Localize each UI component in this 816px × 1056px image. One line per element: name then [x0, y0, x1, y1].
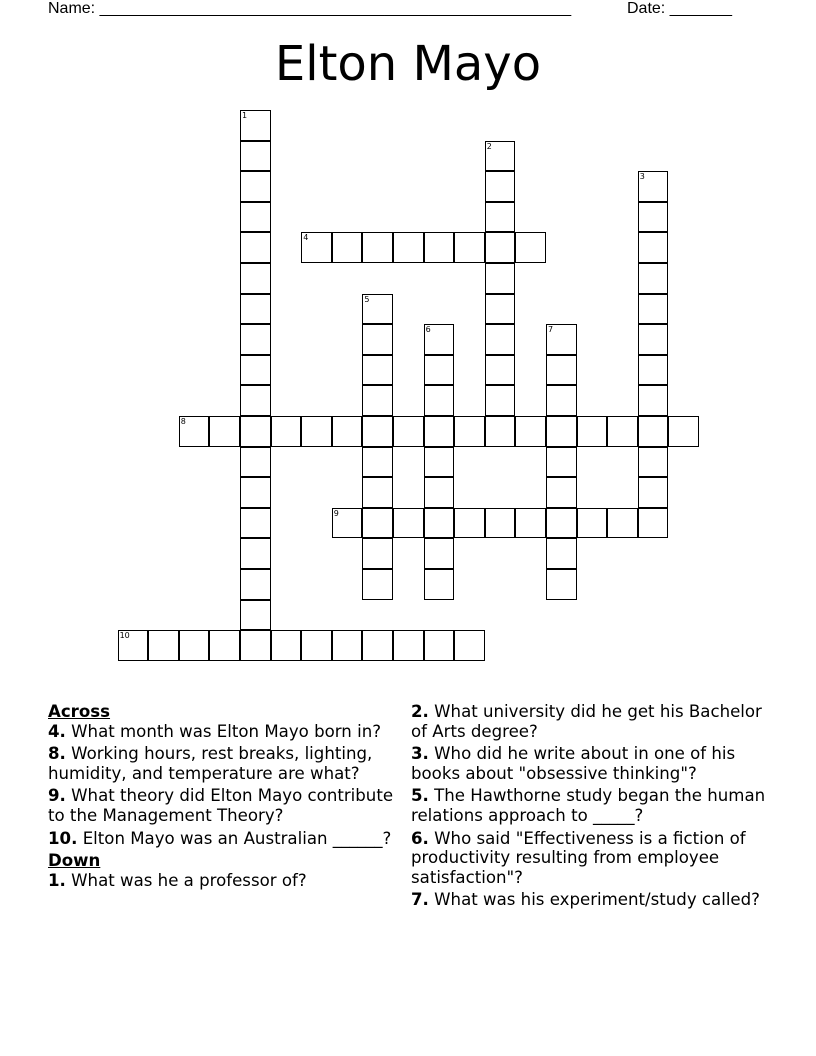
grid-cell[interactable]	[332, 232, 363, 263]
grid-cell[interactable]	[362, 355, 393, 386]
grid-cell[interactable]	[240, 508, 271, 539]
clue-item	[411, 702, 781, 741]
grid-cell[interactable]	[577, 508, 608, 539]
grid-cell[interactable]	[240, 171, 271, 202]
clue-item-text: Working hours, rest breaks, lighting, humidity, and temperature are what?	[48, 744, 373, 783]
grid-cell[interactable]	[148, 630, 179, 661]
across-heading: Across	[48, 702, 111, 721]
clue-item	[48, 871, 410, 891]
down-clue-list	[48, 871, 410, 891]
clues-right-column	[411, 702, 781, 913]
grid-cell[interactable]	[638, 447, 669, 478]
clue-item-text: Who said "Effectiveness is a fiction of productivity resulting from employee satisfaction"?	[411, 828, 746, 887]
grid-cell[interactable]	[454, 508, 485, 539]
grid-cell[interactable]	[454, 630, 485, 661]
grid-cell[interactable]	[668, 416, 699, 447]
clue-number: 4	[303, 233, 309, 243]
clue-item-text: What was his experiment/study called?	[434, 890, 760, 910]
clue-number: 10	[119, 631, 130, 641]
clue-number: 6	[425, 325, 431, 335]
down-heading: Down	[48, 851, 101, 871]
clue-number: 1	[242, 111, 248, 120]
clue-item-number: 4.	[48, 721, 66, 741]
clue-item-text: What month was Elton Mayo born in?	[71, 721, 382, 741]
grid-cell[interactable]	[546, 447, 577, 478]
down-clue-list-continued	[411, 702, 781, 910]
grid-cell[interactable]	[546, 324, 577, 355]
clue-item	[411, 829, 781, 888]
grid-cell[interactable]	[485, 141, 516, 172]
grid-cell[interactable]	[485, 416, 516, 447]
grid-cell[interactable]	[424, 324, 455, 355]
grid-cell[interactable]	[485, 385, 516, 416]
grid-cell[interactable]	[240, 416, 271, 447]
grid-cell[interactable]	[638, 477, 669, 508]
grid-cell[interactable]	[424, 508, 455, 539]
clue-number: 7	[548, 325, 554, 335]
clue-item	[411, 786, 781, 825]
grid-cell[interactable]	[393, 416, 424, 447]
grid-cell[interactable]	[454, 416, 485, 447]
clue-item-number: 7.	[411, 890, 429, 910]
clue-item-number: 8.	[48, 744, 66, 764]
grid-cell[interactable]	[424, 477, 455, 508]
grid-cell[interactable]	[179, 630, 210, 661]
across-clue-list	[48, 722, 410, 849]
grid-cell[interactable]	[638, 508, 669, 539]
clue-item-text: What theory did Elton Mayo contribute to the Management Theory?	[48, 786, 394, 825]
clues-left-column	[48, 702, 410, 893]
clue-item-number: 6.	[411, 828, 429, 848]
grid-cell[interactable]	[393, 232, 424, 263]
grid-cell[interactable]	[638, 324, 669, 355]
grid-cell[interactable]	[362, 294, 393, 325]
clue-item-number: 5.	[411, 786, 429, 806]
clue-item	[48, 722, 410, 742]
grid-cell[interactable]	[485, 232, 516, 263]
page-title: Elton Mayo	[274, 36, 542, 92]
grid-cell[interactable]	[393, 630, 424, 661]
clue-item-number: 1.	[48, 870, 66, 890]
name-label: Name:	[48, 0, 96, 17]
grid-cell[interactable]	[638, 263, 669, 294]
grid-cell[interactable]	[332, 416, 363, 447]
grid-cell[interactable]	[638, 385, 669, 416]
grid-cell[interactable]	[332, 508, 363, 539]
clue-item	[48, 829, 410, 849]
grid-cell[interactable]	[240, 202, 271, 233]
grid-cell[interactable]	[362, 385, 393, 416]
clue-item-number: 2.	[411, 702, 429, 721]
grid-cell[interactable]	[240, 600, 271, 631]
grid-cell[interactable]	[240, 569, 271, 600]
grid-cell[interactable]	[607, 416, 638, 447]
grid-cell[interactable]	[546, 477, 577, 508]
grid-cell[interactable]	[240, 630, 271, 661]
grid-cell[interactable]	[638, 294, 669, 325]
grid-cell[interactable]	[240, 538, 271, 569]
grid-cell[interactable]	[485, 263, 516, 294]
clue-item-text: Elton Mayo was an Australian ______?	[82, 828, 392, 848]
clue-number: 8	[180, 417, 186, 426]
grid-cell[interactable]	[424, 447, 455, 478]
grid-cell[interactable]	[515, 232, 546, 263]
grid-cell[interactable]	[485, 202, 516, 233]
grid-cell[interactable]	[485, 324, 516, 355]
grid-cell[interactable]	[515, 508, 546, 539]
grid-cell[interactable]	[179, 416, 210, 447]
grid-cell[interactable]	[546, 508, 577, 539]
clue-number: 9	[333, 508, 339, 518]
clue-item-number: 10.	[48, 828, 78, 848]
grid-cell[interactable]	[271, 416, 302, 447]
grid-cell[interactable]	[485, 294, 516, 325]
clue-number: 3	[639, 172, 645, 182]
clue-item	[48, 744, 410, 783]
date-label: Date:	[627, 0, 666, 17]
grid-cell[interactable]	[240, 232, 271, 263]
grid-cell[interactable]	[515, 416, 546, 447]
grid-cell[interactable]	[362, 416, 393, 447]
clue-item-text: The Hawthorne study began the human relations approach to _____?	[411, 786, 766, 825]
clue-item	[411, 744, 781, 783]
grid-cell[interactable]	[240, 263, 271, 294]
grid-cell[interactable]	[240, 141, 271, 172]
grid-cell[interactable]	[362, 477, 393, 508]
grid-cell[interactable]	[485, 355, 516, 386]
grid-cell[interactable]	[332, 630, 363, 661]
grid-cell[interactable]	[607, 508, 638, 539]
name-blank[interactable]: _____________________________________________________	[99, 0, 572, 17]
grid-cell[interactable]	[638, 202, 669, 233]
grid-cell[interactable]	[209, 416, 240, 447]
date-blank[interactable]: _______	[669, 0, 732, 17]
grid-cell[interactable]	[485, 508, 516, 539]
clue-item-text: Who did he write about in one of his books about "obsessive thinking"?	[411, 744, 736, 783]
grid-cell[interactable]	[240, 324, 271, 355]
grid-cell[interactable]	[424, 416, 455, 447]
grid-cell[interactable]	[424, 538, 455, 569]
grid-cell[interactable]	[362, 538, 393, 569]
grid-cell[interactable]	[424, 385, 455, 416]
grid-cell[interactable]	[362, 630, 393, 661]
grid-cell[interactable]	[362, 447, 393, 478]
grid-cell[interactable]	[424, 355, 455, 386]
grid-cell[interactable]	[546, 569, 577, 600]
grid-cell[interactable]	[301, 630, 332, 661]
grid-cell[interactable]	[546, 538, 577, 569]
clue-item-number: 9.	[48, 786, 66, 806]
clue-item	[48, 786, 410, 825]
clue-item-text: What was he a professor of?	[71, 870, 307, 890]
clue-item-text: What university did he get his Bachelor of Arts degree?	[411, 702, 762, 741]
grid-cell[interactable]	[638, 232, 669, 263]
grid-cell[interactable]	[240, 355, 271, 386]
grid-cell[interactable]	[638, 355, 669, 386]
clue-number: 5	[364, 294, 370, 304]
grid-cell[interactable]	[240, 385, 271, 416]
grid-cell[interactable]	[424, 232, 455, 263]
grid-cell[interactable]	[271, 630, 302, 661]
grid-cell[interactable]	[118, 630, 149, 661]
grid-cell[interactable]	[546, 355, 577, 386]
clue-item	[411, 890, 781, 910]
grid-cell[interactable]	[301, 416, 332, 447]
grid-cell[interactable]	[638, 171, 669, 202]
grid-cell[interactable]	[577, 416, 608, 447]
clue-item-number: 3.	[411, 744, 429, 764]
grid-cell[interactable]	[454, 232, 485, 263]
grid-cell[interactable]	[485, 171, 516, 202]
grid-cell[interactable]	[424, 569, 455, 600]
grid-cell[interactable]	[546, 385, 577, 416]
grid-cell[interactable]	[638, 416, 669, 447]
grid-cell[interactable]	[362, 232, 393, 263]
grid-cell[interactable]	[362, 569, 393, 600]
grid-cell[interactable]	[240, 110, 271, 141]
grid-cell[interactable]	[424, 630, 455, 661]
clue-number: 2	[486, 141, 492, 151]
grid-cell[interactable]	[393, 508, 424, 539]
grid-cell[interactable]	[362, 508, 393, 539]
grid-cell[interactable]	[362, 324, 393, 355]
grid-cell[interactable]	[301, 232, 332, 263]
grid-cell[interactable]	[209, 630, 240, 661]
grid-cell[interactable]	[240, 477, 271, 508]
grid-cell[interactable]	[240, 294, 271, 325]
grid-cell[interactable]	[240, 447, 271, 478]
grid-cell[interactable]	[546, 416, 577, 447]
